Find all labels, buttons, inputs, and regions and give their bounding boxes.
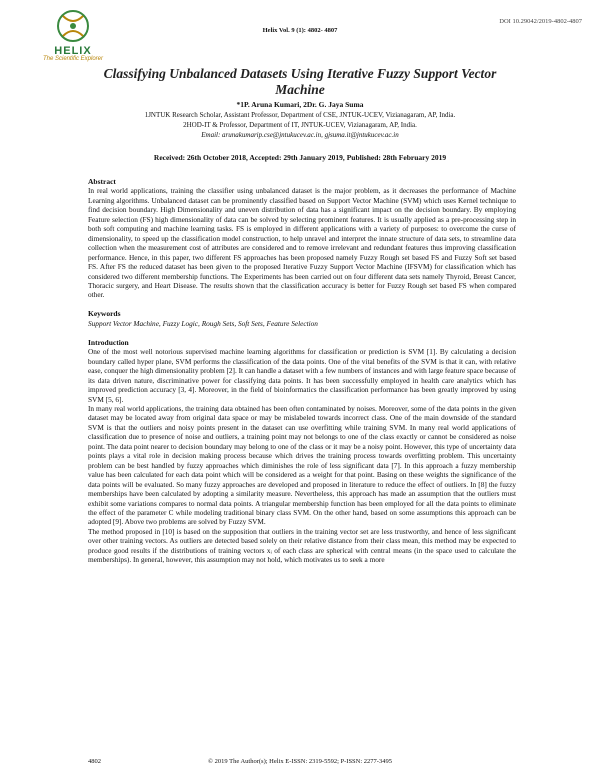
introduction-heading: Introduction (88, 337, 129, 347)
keywords-heading: Keywords (88, 308, 121, 318)
published-date: Published: 28th February 2019 (346, 153, 447, 162)
keywords-text: Support Vector Machine, Fuzzy Logic, Rough Sets, Soft Sets, Feature Selection (88, 319, 318, 329)
paper-body (88, 177, 516, 565)
logo-tagline: The Scientific Explorer (42, 56, 104, 62)
affiliation-1: 1JNTUK Research Scholar, Assistant Professor, Department of CSE, JNTUK-UCEV, Vizianagaram, AP, India. (144, 111, 456, 119)
author-emails: Email: arunakumarip.cse@jntukucev.ac.in, gjsuma.it@jntukucev.ac.in (201, 131, 399, 139)
received-date: Received: 26th October 2018, (153, 153, 248, 162)
paper-title: Classifying Unbalanced Datasets Using Iterative Fuzzy Support Vector Machine (103, 66, 497, 97)
affiliation-2: 2HOD-IT & Professor, Department of IT, JNTUK-UCEV, Vizianagaram, AP, India. (183, 121, 417, 129)
helix-logo-icon (53, 8, 93, 44)
accepted-date: Accepted: 29th January 2019, (249, 153, 345, 162)
page-number: 4802 (88, 758, 101, 765)
publication-dates (0, 153, 600, 162)
intro-paragraph-3: The method proposed in [10] is based on the supposition that outliers in the training vector set are less trustworthy, and hence of less significant over other training vectors. As outliers are detected based solely on their relative distance from their class mean, this method may be expected to produce good results if the distributions of training vectors xᵢ of each class are spherical with central means (in the space used to calculate the memberships). In general, however, this assumption may not hold, which motivates us to seek a more (88, 526, 516, 565)
copyright: © 2019 The Author(s); Helix E-ISSN: 2319-5592; P-ISSN: 2277-3495 (208, 758, 392, 765)
authors: *1P. Aruna Kumari, 2Dr. G. Jaya Suma (236, 100, 364, 109)
intro-paragraph-1: One of the most well notorious supervised machine learning algorithms for classification or prediction is SVM [1]. By calculating a decision boundary called hyper plane, SVM performs the classification of the data points. One of the vital benefits of the SVM is that it can, with relative ease, conquer the high dimensionality problem [2]. It can handle a dataset with a few numbers of instances and with large feature space because of its data driven nature, discriminative power for classifying data points. It has been successfully employed in health care analytics which has improved prediction accuracy [3, 4]. Moreover, in the field of bioinformatics the classification performance has been greatly improved by using SVM [5, 6]. (88, 347, 516, 404)
intro-paragraph-2: In many real world applications, the training data obtained has been often contaminated by noises. Moreover, some of the data points in the given dataset may be located away from original data space or may be mislabeled towards incorrect class. One of the main downside of the standard SVM is that the outliers and noisy points present in the dataset can use overfitting while training SVM. In many real world applications of classification due to presence of noise and outliers, a training point may not belongs to one of the class exactly or cannot be considered as noise point. The data point nearer to decision boundary may belong to one of the class or it may be a noisy point. However, this type of uncertainty data points plays a vital role in decision making process because which drives the training process towards overfitting problem. This uncertainty problem can be best handled by fuzzy approaches which diminishes the role of less significant data [7]. In this approach a fuzzy membership value has been calculated for each data point which will be considered as a weight for that point. Basing on these weights the significance of the data points will be evaluated. So many fuzzy approaches are developed and proposed in literature to reduce the effect of outliers. In [8] the fuzzy memberships have been calculated by adopting a similarity measure. Nevertheless, this approach has made an assumption that the outliers must exhibit some variations compares to normal data points. A triangular membership function has been employed for all the data points to eliminate the effect of the parameter C while modeling traditional binary class SVM. On the other hand, based on some assumptions this approach can be adopted [9]. Above two problems are solved by Fuzzy SVM. (88, 403, 516, 527)
journal-volume: Helix Vol. 9 (1): 4802- 4807 (262, 27, 338, 34)
helix-logo (28, 8, 118, 62)
logo-name: HELIX (54, 45, 92, 57)
abstract-heading: Abstract (88, 177, 116, 186)
doi: DOI 10.29042/2019-4802-4807 (499, 18, 582, 25)
abstract-text: In real world applications, training the classifier using unbalanced dataset is the major problem, as it decreases the performance of Machine Learning algorithms. Unbalanced dataset can be prominently classified based on Support Vector Machine (SVM) which uses Kernel technique to find decision boundary. High Dimensionality and uneven distribution of data has a significant impact on the decision boundary. By employing Feature selection (FS) high dimensionality of data can be solved by selecting prominent features. It is usually applied as a pre-processing step in both soft computing and machine learning tasks. FS is employed in different applications with a variety of purposes: to overcome the curse of dimensionality, to speed up the classification model construction, to help unravel and interpret the innate structure of data sets, to streamline data collection when the measurement cost of attributes are considered and to remove irrelevant and redundant features thus improving classification performance. Hence, in this paper, two different FS approaches has been proposed namely Fuzzy Rough set based FS and Fuzzy Soft set based FS. After FS the reduced dataset has been given to the proposed Iterative Fuzzy Support Vector Machine (IFSVM) for classification which has considered two different membership functions. The Experiments has been carried out on four different data sets namely Thyroid, Breast Cancer, Thoracic surgery, and Heart Disease. The results shown that the classification accuracy is better for Fuzzy Rough set based FS when compared other. (88, 186, 516, 300)
